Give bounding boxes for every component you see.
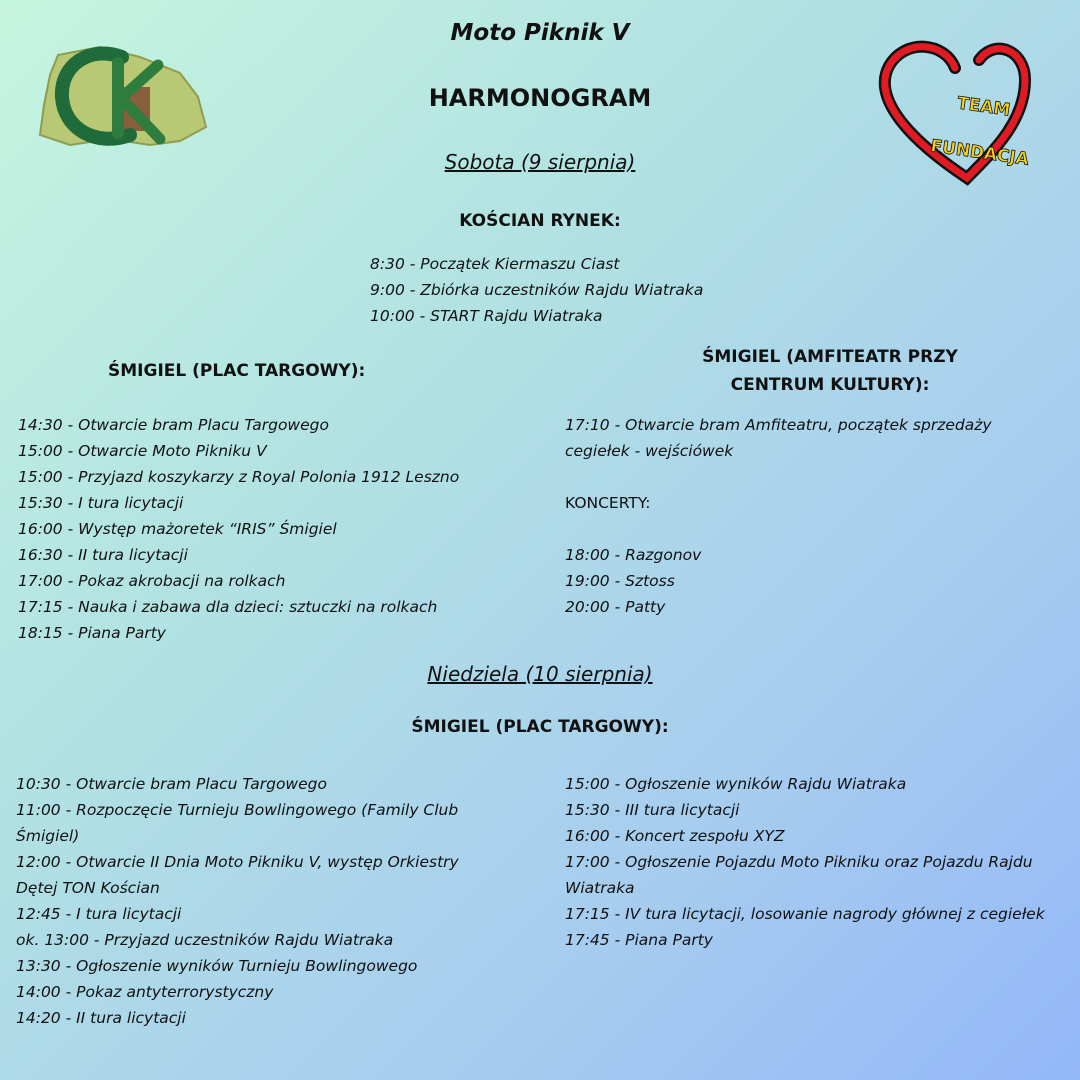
list-item: 14:30 - Otwarcie bram Placu Targowego: [18, 416, 329, 434]
plac-list: [18, 412, 459, 646]
list-item: 15:30 - III tura licytacji: [565, 801, 740, 819]
list-item: 15:00 - Otwarcie Moto Pikniku V: [18, 442, 267, 460]
list-item: Śmigiel): [16, 827, 80, 845]
koscian-heading: KOŚCIAN RYNEK:: [459, 211, 621, 231]
list-item: 17:10 - Otwarcie bram Amfiteatru, początek sprzedaży: [565, 416, 992, 434]
saturday-label: Sobota (9 sierpnia): [444, 150, 636, 174]
list-item: 19:00 - Sztoss: [565, 572, 675, 590]
list-item: ok. 13:00 - Przyjazd uczestników Rajdu Wiatraka: [16, 931, 394, 949]
svg-text:TEAM: TEAM: [955, 93, 1012, 121]
amfiteatr-heading: [650, 343, 1010, 399]
sunday-left-list: [16, 771, 459, 1031]
plac-heading: ŚMIGIEL (PLAC TARGOWY):: [108, 361, 366, 381]
list-item: 14:00 - Pokaz antyterrorystyczny: [16, 983, 274, 1001]
list-item: 16:30 - II tura licytacji: [18, 546, 188, 564]
list-item: 12:00 - Otwarcie II Dnia Moto Pikniku V, występ Orkiestry: [16, 853, 459, 871]
amfiteatr-heading-line1: ŚMIGIEL (AMFITEATR PRZY: [702, 347, 958, 367]
list-item: 16:00 - Występ mażoretek “IRIS” Śmigiel: [18, 520, 337, 538]
list-item: 18:00 - Razgonov: [565, 546, 702, 564]
list-item: 17:15 - IV tura licytacji, losowanie nagrody głównej z cegiełek: [565, 905, 1045, 923]
list-item: 12:45 - I tura licytacji: [16, 905, 182, 923]
list-item: 15:00 - Przyjazd koszykarzy z Royal Polonia 1912 Leszno: [18, 468, 460, 486]
schedule-heading: HARMONOGRAM: [428, 84, 652, 112]
list-item: 20:00 - Patty: [565, 598, 666, 616]
sunday-label: Niedziela (10 sierpnia): [427, 662, 653, 686]
list-item: 17:00 - Pokaz akrobacji na rolkach: [18, 572, 286, 590]
amfiteatr-heading-line2: CENTRUM KULTURY):: [730, 375, 930, 395]
list-item: 15:30 - I tura licytacji: [18, 494, 184, 512]
sunday-plac-heading: ŚMIGIEL (PLAC TARGOWY):: [411, 717, 669, 737]
list-item: 17:00 - Ogłoszenie Pojazdu Moto Pikniku oraz Pojazdu Rajdu: [565, 853, 1033, 871]
list-item: cegiełek - wejściówek: [565, 442, 734, 460]
list-item: 9:00 - Zbiórka uczestników Rajdu Wiatraka: [370, 281, 704, 299]
list-item: 17:45 - Piana Party: [565, 931, 713, 949]
list-item: 8:30 - Początek Kiermaszu Ciast: [370, 255, 620, 273]
event-title: Moto Piknik V: [450, 20, 630, 46]
koscian-list: [370, 251, 703, 329]
list-item: 17:15 - Nauka i zabawa dla dzieci: sztuczki na rolkach: [18, 598, 438, 616]
sunday-right-list: [565, 771, 1045, 953]
list-item: 14:20 - II tura licytacji: [16, 1009, 186, 1027]
svg-text:FUNDACJA: FUNDACJA: [929, 136, 1031, 170]
list-item: 11:00 - Rozpoczęcie Turnieju Bowlingowego (Family Club: [16, 801, 459, 819]
list-item: 15:00 - Ogłoszenie wyników Rajdu Wiatraka: [565, 775, 907, 793]
list-item: 16:00 - Koncert zespołu XYZ: [565, 827, 785, 845]
list-item: Wiatraka: [565, 879, 635, 897]
concerts-label: KONCERTY:: [565, 494, 651, 512]
list-item: 10:30 - Otwarcie bram Placu Targowego: [16, 775, 327, 793]
amfiteatr-list: [565, 412, 992, 620]
list-item: Dętej TON Kościan: [16, 879, 160, 897]
list-item: 10:00 - START Rajdu Wiatraka: [370, 307, 603, 325]
list-item: 18:15 - Piana Party: [18, 624, 166, 642]
list-item: 13:30 - Ogłoszenie wyników Turnieju Bowlingowego: [16, 957, 418, 975]
